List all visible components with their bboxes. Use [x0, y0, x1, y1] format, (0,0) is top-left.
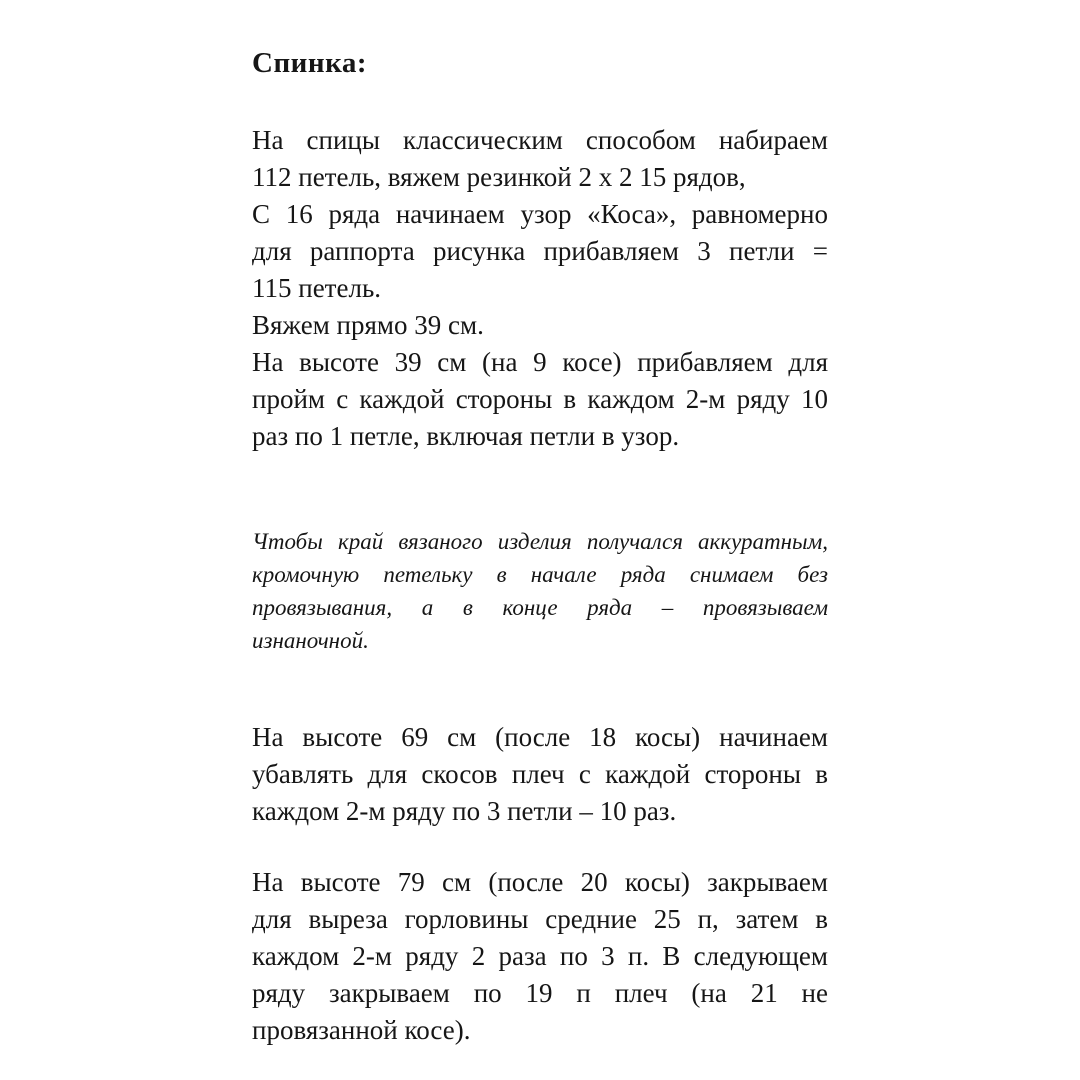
text-line: 115 петель. [252, 273, 382, 303]
spacer [252, 657, 828, 719]
spacer [252, 830, 828, 864]
text-line: На высоте 39 см (на 9 косе) прибавляем для [252, 347, 828, 377]
text-line: провязанной косе). [252, 1015, 471, 1045]
text-line: На высоте 79 см (после 20 косы) закрываем [252, 867, 828, 897]
text-line: каждом 2-м ряду по 3 петли – 10 раз. [252, 796, 677, 826]
paragraph-neckline [252, 864, 828, 1049]
text-line: С 16 ряда начинаем узор «Коса», равномерно [252, 199, 828, 229]
text-line: На высоте 69 см (после 18 косы) начинаем [252, 722, 828, 752]
text-line: 112 петель, вяжем резинкой 2 х 2 15 рядов, [252, 162, 746, 192]
text-line: провязывания, а в конце ряда – провязываем [252, 595, 828, 620]
text-line: Вяжем прямо 39 см. [252, 310, 484, 340]
italic-note-block [252, 525, 828, 657]
paragraph-cast-on [252, 122, 828, 455]
text-line: пройм с каждой стороны в каждом 2-м ряду 10 [252, 384, 828, 414]
section-heading: Спинка: [252, 47, 367, 79]
document-page [252, 0, 828, 1049]
text-line: каждом 2-м ряду 2 раза по 3 п. В следующем [252, 941, 828, 971]
paragraph-shoulder-decrease [252, 719, 828, 830]
text-line: для раппорта рисунка прибавляем 3 петли = [252, 236, 828, 266]
text-line: На спицы классическим способом набираем [252, 125, 828, 155]
text-line: убавлять для скосов плеч с каждой стороны в [252, 759, 828, 789]
text-line: ряду закрываем по 19 п плеч (на 21 не [252, 978, 828, 1008]
text-line: для выреза горловины средние 25 п, затем в [252, 904, 828, 934]
text-line: раз по 1 петле, включая петли в узор. [252, 421, 680, 451]
text-line: кромочную петельку в начале ряда снимаем без [252, 562, 828, 587]
text-line: изнаночной. [252, 628, 369, 653]
spacer [252, 455, 828, 525]
text-line: Чтобы край вязаного изделия получался аккуратным, [252, 529, 828, 554]
